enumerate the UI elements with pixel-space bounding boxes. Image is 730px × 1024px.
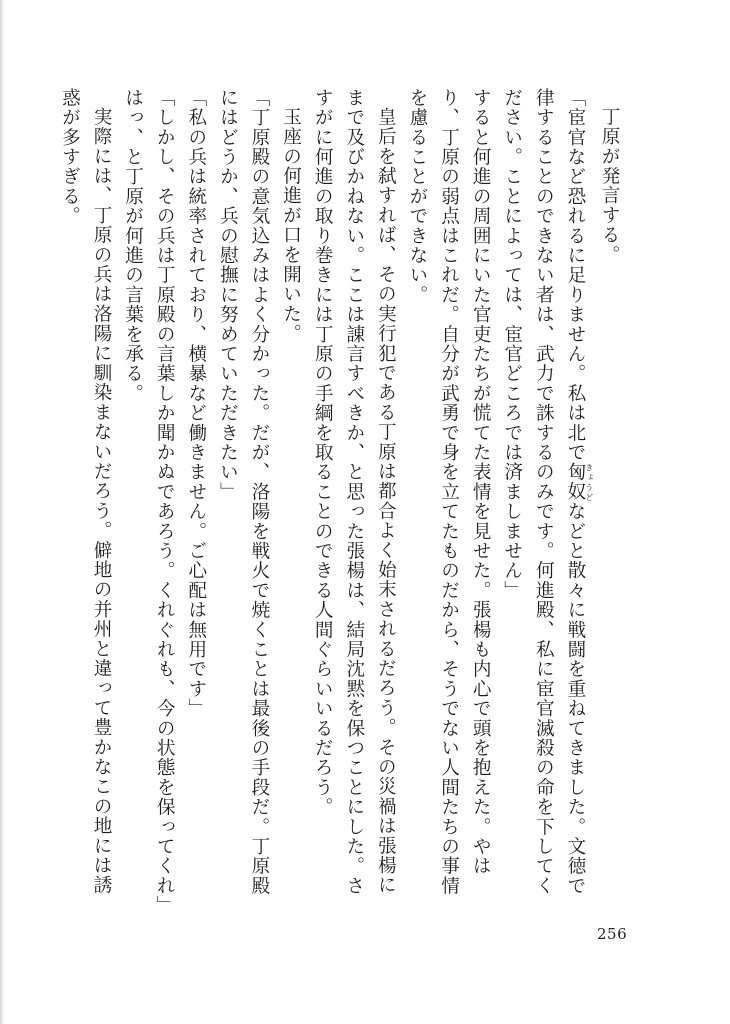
paragraph-2-after-ruby: などと散々に戦闘を重ねてきました。文徳で律することのできない者は、武力で誅するのみです。何進殿、私に宦官滅殺の命を下してください。ことによっては、宦官どころでは済ましません」 xyxy=(501,88,586,896)
paragraph-10: 実際には、丁原の兵は洛陽に馴染まないだろう。僻地の并州と違って豊かなこの地には誘惑が多すぎる。 xyxy=(59,88,112,895)
paragraph-2-before-ruby: 「宦官など恐れるに足りません。私は北で xyxy=(564,88,586,463)
paragraph-5: 玉座の何進が口を開いた。 xyxy=(280,106,302,343)
paragraph-2 xyxy=(496,88,593,914)
paragraph-6: 「丁原殿の意気込みはよく分かった。だが、洛陽を戦火で焼くことは最後の手段だ。丁原殿にはどうか、兵の慰撫に努めていただきたい」 xyxy=(217,88,270,896)
paragraph-8: 「しかし、その兵は丁原殿の言葉しか聞かぬであろう。くれぐれも、今の状態を保ってくれ」 xyxy=(154,88,176,916)
vertical-body-text xyxy=(59,88,625,916)
paragraph-9: はっ、と丁原が何進の言葉を承る。 xyxy=(122,88,144,404)
ruby-xiongnu xyxy=(564,462,594,502)
page-number: 256 xyxy=(597,925,628,943)
ruby-base: 匈奴 xyxy=(564,462,586,502)
paragraph-4: 皇后を弑すれば、その実行犯である丁原は都合よく始末されるだろう。その災禍は張楊にまで及びかねない。ここは諌言すべきか、と思った張楊は、結局沈黙を保つことにした。さすがに何進の取り巻きには丁原の手綱を取ることのできる人間ぐらいいるだろう。 xyxy=(312,88,397,896)
paragraph-1: 丁原が発言する。 xyxy=(599,106,620,265)
paragraph-7: 「私の兵は統率されており、横暴など働きません。ご心配は無用です」 xyxy=(185,88,207,719)
ruby-reading: きょうど xyxy=(584,462,594,502)
paragraph-3: すると何進の周囲にいた官吏たちが慌てた表情を見せた。張楊も内心で頭を抱えた。やはり、丁原の弱点はこれだ。自分が武勇で身を立てたものだから、そうでない人間たちの事情を慮ることができない。 xyxy=(406,88,492,896)
